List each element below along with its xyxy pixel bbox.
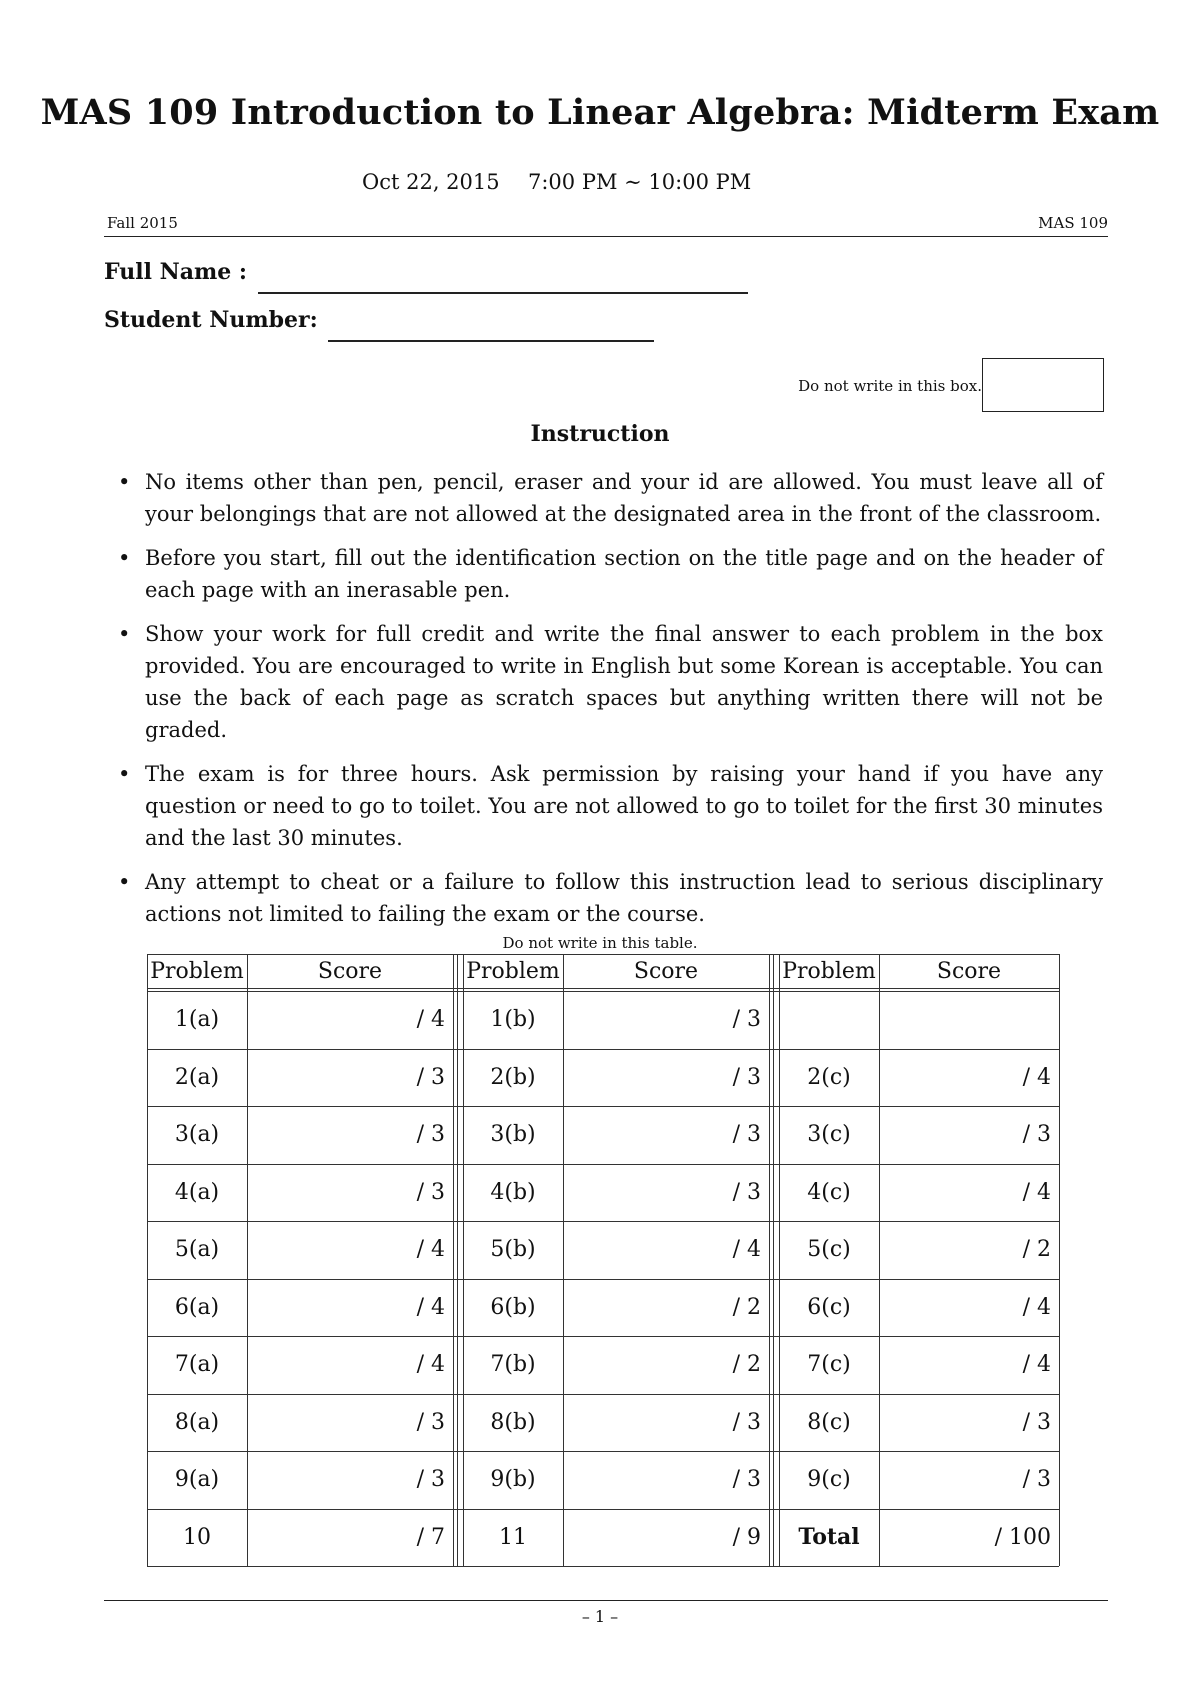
problem-cell: 8(c) <box>807 1409 851 1435</box>
table-rule <box>457 954 458 1566</box>
score-cell: / 4 <box>416 1007 445 1033</box>
problem-cell: 9(a) <box>174 1467 220 1493</box>
table-header-score: Score <box>633 958 699 984</box>
table-header-problem: Problem <box>150 958 244 984</box>
instruction-item: • Before you start, fill out the identification section on the title page and on the header of each page with an inerasable pen. <box>118 542 1103 606</box>
problem-cell: 7(b) <box>490 1352 536 1378</box>
table-note: Do not write in this table. <box>502 934 698 952</box>
problem-cell: 6(c) <box>807 1294 851 1320</box>
exam-time: 7:00 PM ∼ 10:00 PM <box>528 170 752 194</box>
score-cell: / 3 <box>1022 1409 1051 1435</box>
footer-rule <box>104 1600 1108 1601</box>
score-cell: / 3 <box>416 1064 445 1090</box>
grade-box-note: Do not write in this box. <box>798 377 982 395</box>
problem-cell: 7(a) <box>174 1352 220 1378</box>
score-cell: / 100 <box>994 1524 1051 1550</box>
problem-cell: 2(a) <box>174 1064 220 1090</box>
score-cell: / 7 <box>416 1524 445 1550</box>
score-cell: / 2 <box>732 1352 761 1378</box>
problem-cell: 5(c) <box>807 1237 851 1263</box>
instruction-item: • Show your work for full credit and write the final answer to each problem in the box provided. You are encouraged to write in English but some Korean is acceptable. You can use the back of each page as scratch spaces but anything written there will not be graded. <box>118 618 1103 746</box>
score-cell: / 3 <box>416 1409 445 1435</box>
problem-cell: 4(c) <box>807 1179 851 1205</box>
problem-cell: 3(b) <box>490 1122 536 1148</box>
problem-cell: 3(a) <box>174 1122 220 1148</box>
score-cell: / 4 <box>732 1237 761 1263</box>
score-cell: / 4 <box>416 1352 445 1378</box>
score-cell: / 4 <box>1022 1294 1051 1320</box>
table-header-score: Score <box>317 958 383 984</box>
score-cell: / 3 <box>416 1122 445 1148</box>
score-table <box>147 954 1059 1566</box>
exam-title: MAS 109 Introduction to Linear Algebra: Midterm Exam <box>40 92 1160 133</box>
problem-cell: 9(b) <box>490 1467 536 1493</box>
problem-cell: 3(c) <box>807 1122 851 1148</box>
table-rule <box>769 954 770 1566</box>
score-cell: / 3 <box>732 1467 761 1493</box>
score-cell: / 4 <box>416 1294 445 1320</box>
score-cell: / 2 <box>732 1294 761 1320</box>
score-cell: / 3 <box>732 1409 761 1435</box>
page-number: – 1 – <box>581 1607 619 1626</box>
problem-cell: 9(c) <box>807 1467 851 1493</box>
problem-cell: 8(a) <box>174 1409 220 1435</box>
score-cell: / 9 <box>732 1524 761 1550</box>
problem-cell <box>779 991 879 1049</box>
score-cell: / 3 <box>416 1467 445 1493</box>
problem-cell: 10 <box>183 1524 211 1550</box>
score-cell: / 2 <box>1022 1237 1051 1263</box>
student-number-field[interactable] <box>328 340 654 342</box>
score-cell: / 3 <box>1022 1467 1051 1493</box>
table-rule <box>1059 954 1060 1566</box>
problem-cell: 1(b) <box>490 1007 536 1033</box>
problem-cell: 2(c) <box>807 1064 851 1090</box>
problem-cell: 5(b) <box>490 1237 536 1263</box>
table-rule <box>773 954 774 1566</box>
full-name-label: Full Name : <box>104 259 248 285</box>
problem-cell: 4(b) <box>490 1179 536 1205</box>
semester-label: Fall 2015 <box>107 214 178 232</box>
instruction-list <box>118 466 1103 942</box>
score-cell: / 3 <box>1022 1122 1051 1148</box>
problem-cell: 1(a) <box>174 1007 220 1033</box>
score-cell: / 3 <box>732 1122 761 1148</box>
table-rule <box>147 988 1059 989</box>
table-header-score: Score <box>936 958 1002 984</box>
problem-cell: 8(b) <box>490 1409 536 1435</box>
problem-cell: 2(b) <box>490 1064 536 1090</box>
problem-cell: 4(a) <box>174 1179 220 1205</box>
table-rule <box>147 1566 1059 1567</box>
score-cell: / 4 <box>1022 1352 1051 1378</box>
problem-cell: 5(a) <box>174 1237 220 1263</box>
grade-box <box>982 358 1104 412</box>
instruction-item: • Any attempt to cheat or a failure to follow this instruction lead to serious disciplinary actions not limited to failing the exam or the course. <box>118 866 1103 930</box>
score-cell <box>879 991 1059 1049</box>
score-cell: / 3 <box>732 1179 761 1205</box>
score-cell: / 3 <box>416 1179 445 1205</box>
problem-cell: Total <box>798 1524 860 1551</box>
problem-cell: 11 <box>499 1524 527 1550</box>
instruction-item: • The exam is for three hours. Ask permission by raising your hand if you have any question or need to go to toilet. You are not allowed to go to toilet for the first 30 minutes and the last 30 minutes. <box>118 758 1103 854</box>
instruction-heading: Instruction <box>530 421 670 447</box>
exam-date: Oct 22, 2015 <box>362 170 500 194</box>
score-cell: / 3 <box>732 1064 761 1090</box>
score-cell: / 4 <box>1022 1064 1051 1090</box>
full-name-field[interactable] <box>258 292 748 294</box>
instruction-item: • No items other than pen, pencil, eraser and your id are allowed. You must leave all of your belongings that are not allowed at the designated area in the front of the classroom. <box>118 466 1103 530</box>
score-cell: / 3 <box>732 1007 761 1033</box>
course-code: MAS 109 <box>1038 214 1108 232</box>
problem-cell: 6(a) <box>174 1294 220 1320</box>
header-rule <box>104 236 1108 237</box>
student-number-label: Student Number: <box>104 307 318 333</box>
score-cell: / 4 <box>416 1237 445 1263</box>
table-header-problem: Problem <box>466 958 560 984</box>
table-rule <box>453 954 454 1566</box>
score-cell: / 4 <box>1022 1179 1051 1205</box>
problem-cell: 7(c) <box>807 1352 851 1378</box>
problem-cell: 6(b) <box>490 1294 536 1320</box>
table-header-problem: Problem <box>782 958 876 984</box>
